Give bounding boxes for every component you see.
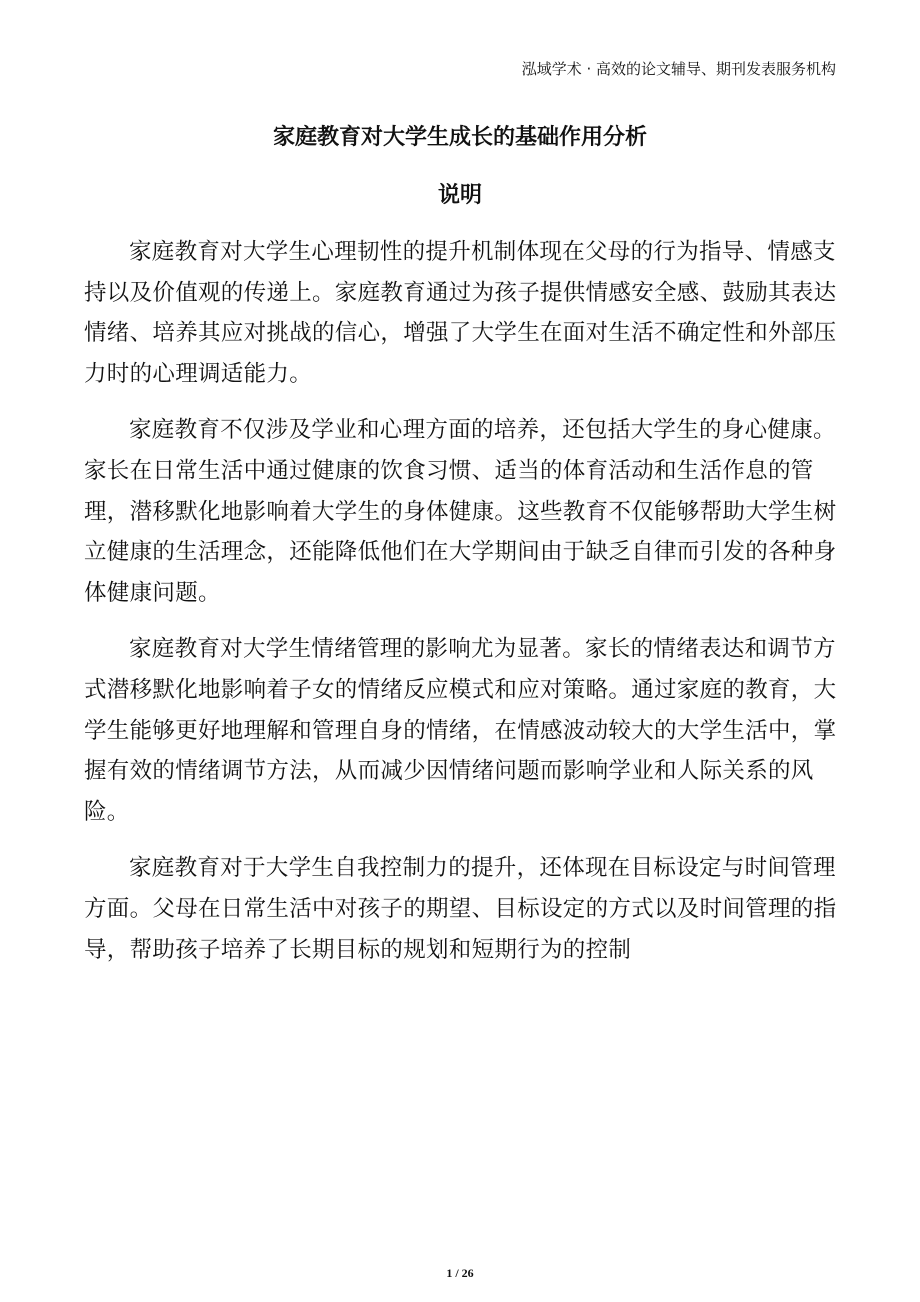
document-title: 家庭教育对大学生成长的基础作用分析	[272, 125, 647, 150]
section-heading: 说明	[437, 183, 482, 208]
paragraph-1: 家庭教育对大学生心理韧性的提升机制体现在父母的行为指导、情感支持以及价值观的传递上。家庭教育通过为孩子提供情感安全感、鼓励其表达情绪、培养其应对挑战的信心，增强了大学生在面对生活不确定性和外部压力时的心理调适能力。	[84, 239, 837, 387]
paragraph-2: 家庭教育不仅涉及学业和心理方面的培养，还包括大学生的身心健康。家长在日常生活中通过健康的饮食习惯、适当的体育活动和生活作息的管理，潜移默化地影响着大学生的身体健康。这些教育不仅能够帮助大学生树立健康的生活理念，还能降低他们在大学期间由于缺乏自律而引发的各种身体健康问题。	[84, 417, 837, 606]
page-number: 1 / 26	[446, 1266, 474, 1280]
paragraph-3: 家庭教育对大学生情绪管理的影响尤为显著。家长的情绪表达和调节方式潜移默化地影响着子女的情绪反应模式和应对策略。通过家庭的教育，大学生能够更好地理解和管理自身的情绪，在情感波动较大的大学生活中，掌握有效的情绪调节方法，从而减少因情绪问题而影响学业和人际关系的风险。	[84, 636, 837, 825]
paragraph-4: 家庭教育对于大学生自我控制力的提升，还体现在目标设定与时间管理方面。父母在日常生活中对孩子的期望、目标设定的方式以及时间管理的指导，帮助孩子培养了长期目标的规划和短期行为的控制	[84, 855, 837, 963]
page-header: 泓域学术 · 高效的论文辅导、期刊发表服务机构	[521, 60, 836, 78]
document-body	[84, 232, 854, 986]
